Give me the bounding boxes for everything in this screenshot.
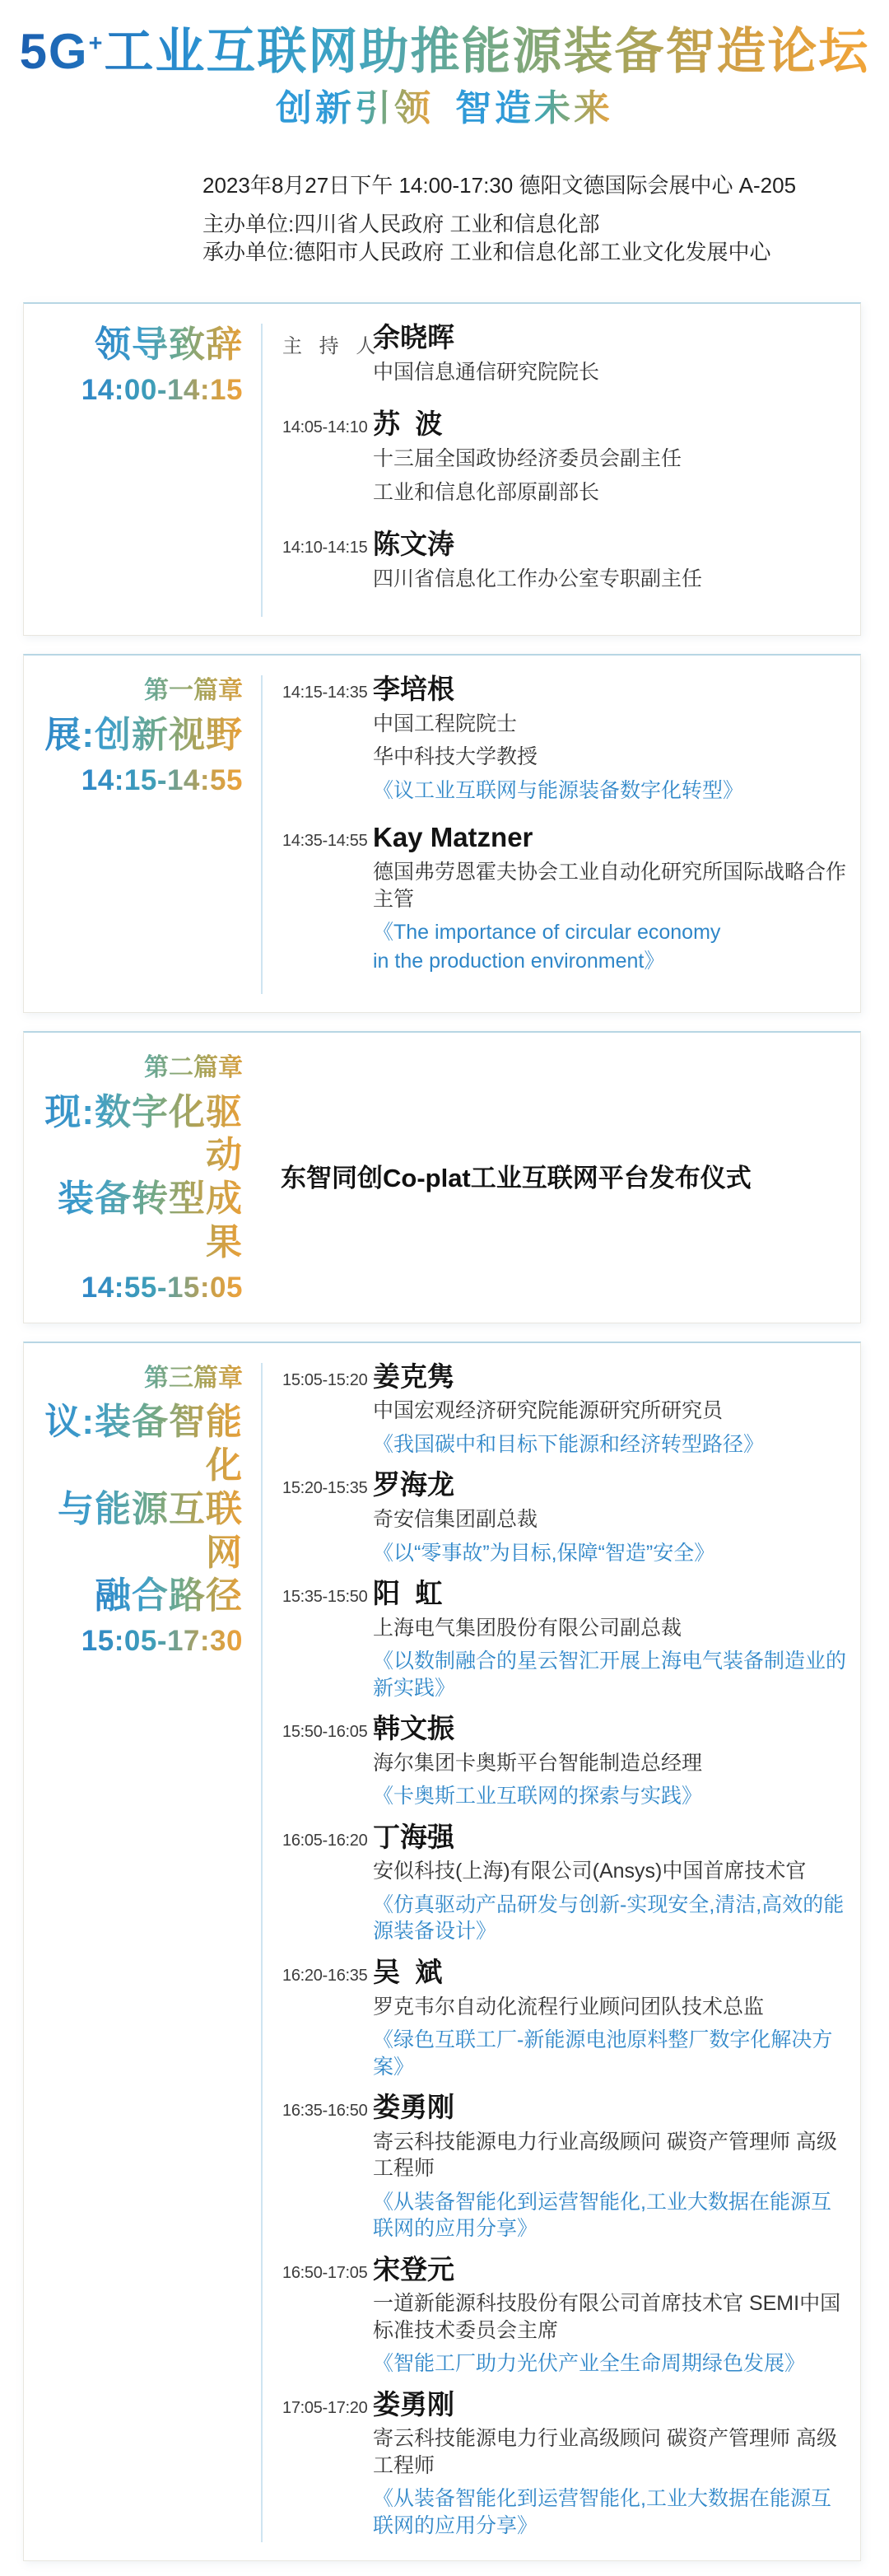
title-prefix: 5G [19, 24, 89, 79]
speaker-name: 苏 波 [373, 408, 443, 440]
section-heading-column [24, 1052, 261, 1304]
agenda-item [282, 1823, 847, 1945]
speaker-affiliation: 中国工程院院士 [373, 712, 518, 735]
section-content-column [261, 1052, 847, 1304]
section-title-line1: 议:装备智能化 [24, 1401, 243, 1488]
section-content-column [261, 324, 847, 617]
agenda-item [282, 2388, 847, 2540]
section-time: 14:15-14:55 [81, 763, 243, 796]
platform-launch-ceremony-title: 东智同创Co-plat工业互联网平台发布仪式 [281, 1163, 752, 1192]
speaker-name: 李培根 [373, 674, 454, 705]
event-datetime-venue: 2023年8月27日下午 14:00-17:30 德阳文德国际会展中心 A-205 [202, 173, 797, 198]
speaker-affiliation: 安似科技(上海)有限公司(Ansys)中国首席技术官 [373, 1860, 807, 1883]
page-subtitle [0, 89, 889, 128]
item-time: 17:05-17:20 [282, 2398, 368, 2417]
section-content-column [261, 1360, 847, 2543]
talk-title: 《以数制融合的星云智汇开展上海电气装备制造业的新实践》 [373, 1650, 847, 1700]
speaker-affiliation: 海尔集团卡奥斯平台智能制造总经理 [373, 1751, 703, 1775]
agenda-item [282, 410, 847, 506]
speaker-name: 罗海龙 [373, 1469, 454, 1500]
section-heading-column [24, 324, 261, 617]
agenda-item [282, 530, 847, 592]
speaker-name: 娄勇刚 [373, 2092, 454, 2123]
speaker-name: 阳 虹 [373, 1578, 443, 1608]
agenda-item [282, 1580, 847, 1701]
speaker-affiliation: 华中科技大学教授 [373, 745, 538, 769]
item-time: 16:05-16:20 [282, 1831, 368, 1850]
item-time: 15:20-15:35 [282, 1479, 368, 1498]
agenda-item [282, 1360, 847, 1458]
item-time: 15:05-15:20 [282, 1370, 368, 1389]
item-time: 15:35-15:50 [282, 1588, 368, 1606]
section-card-chapter-3 [23, 1342, 861, 2562]
talk-title: 《The importance of circular economy [373, 921, 721, 945]
section-title-line3: 融合路径 [95, 1575, 243, 1618]
talk-title: 《从装备智能化到运营智能化,工业大数据在能源互联网的应用分享》 [373, 2190, 831, 2241]
event-host-line: 主办单位:四川省人民政府 工业和信息化部 [202, 211, 600, 236]
event-organizer-line: 承办单位:德阳市人民政府 工业和信息化部工业文化发展中心 [202, 240, 771, 265]
talk-title-line2: in the production environment》 [373, 949, 665, 973]
section-time: 15:05-17:30 [81, 1625, 243, 1658]
speaker-name: 陈文涛 [373, 529, 454, 560]
item-time: 15:50-16:05 [282, 1723, 368, 1742]
talk-title: 《议工业互联网与能源装备数字化转型》 [373, 778, 744, 802]
section-card-opening-remarks [23, 302, 861, 636]
item-time: 14:35-14:55 [282, 832, 368, 851]
agenda-item [282, 2253, 847, 2378]
speaker-affiliation: 德国弗劳恩霍夫协会工业自动化研究所国际战略合作主管 [373, 861, 847, 911]
item-time: 14:15-14:35 [282, 684, 368, 702]
item-time: 14:10-14:15 [282, 539, 368, 558]
speaker-affiliation: 寄云科技能源电力行业高级顾问 碳资产管理师 高级工程师 [373, 2130, 837, 2181]
section-title: 展:创新视野 [44, 714, 243, 758]
subtitle-right: 智造未来 [455, 88, 613, 128]
host-label: 主 持 人 [282, 335, 382, 358]
agenda-item [282, 1958, 847, 2080]
speaker-name: 丁海强 [373, 1821, 454, 1852]
talk-title: 《我国碳中和目标下能源和经济转型路径》 [373, 1432, 765, 1456]
agenda-item [282, 1471, 847, 1566]
talk-title: 《绿色互联工厂-新能源电池原料整厂数字化解决方案》 [373, 2028, 833, 2079]
section-heading-column [24, 675, 261, 994]
title-superscript-plus: + [88, 30, 105, 57]
speaker-affiliation: 工业和信息化部原副部长 [373, 480, 600, 504]
talk-title: 《以“零事故”为目标,保障“智造”安全》 [373, 1541, 715, 1565]
chapter-label: 第一篇章 [144, 677, 243, 705]
section-title-line2: 装备转型成果 [24, 1178, 243, 1265]
section-card-chapter-2 [23, 1031, 861, 1323]
section-time: 14:00-14:15 [81, 374, 243, 407]
section-heading-column [24, 1363, 261, 2543]
agenda-item [282, 324, 847, 385]
speaker-name: 韩文振 [373, 1713, 454, 1744]
poster-header [0, 0, 889, 266]
speaker-affiliation: 一道新能源科技股份有限公司首席技术官 SEMI中国标准技术委员会主席 [373, 2292, 841, 2342]
speaker-affiliation: 上海电气集团股份有限公司副总裁 [373, 1616, 682, 1640]
agenda-item [282, 824, 847, 974]
section-time: 14:55-15:05 [81, 1271, 243, 1304]
speaker-name: 娄勇刚 [373, 2388, 454, 2420]
item-time: 14:05-14:10 [282, 418, 368, 437]
speaker-affiliation: 奇安信集团副总裁 [373, 1508, 538, 1531]
subtitle-left: 创新引领 [276, 88, 434, 128]
speaker-affiliation: 十三届全国政协经济委员会副主任 [373, 447, 682, 471]
section-title: 领导致辞 [95, 324, 243, 367]
speaker-affiliation: 中国宏观经济研究院能源研究所研究员 [373, 1399, 724, 1423]
item-time: 16:50-17:05 [282, 2263, 368, 2282]
speaker-name: Kay Matzner [373, 822, 533, 853]
speaker-name: 宋登元 [373, 2253, 454, 2284]
agenda-item [282, 675, 847, 804]
speaker-affiliation: 中国信息通信研究院院长 [373, 360, 600, 384]
speaker-name: 吴 斌 [373, 1956, 443, 1987]
page-title [20, 25, 870, 79]
item-time: 16:20-16:35 [282, 1966, 368, 1985]
speaker-name: 余晓晖 [373, 322, 454, 353]
speaker-affiliation: 寄云科技能源电力行业高级顾问 碳资产管理师 高级工程师 [373, 2427, 837, 2477]
chapter-label: 第二篇章 [144, 1054, 243, 1082]
section-content-column [261, 675, 847, 994]
speaker-name: 姜克隽 [373, 1360, 454, 1392]
speaker-affiliation: 四川省信息化工作办公室专职副主任 [373, 567, 703, 590]
agenda-item [282, 1715, 847, 1810]
chapter-label: 第三篇章 [144, 1364, 243, 1392]
talk-title: 《仿真驱动产品研发与创新-实现安全,清洁,高效的能源装备设计》 [373, 1892, 845, 1944]
agenda-item [282, 2093, 847, 2242]
item-time: 16:35-16:50 [282, 2102, 368, 2121]
title-main: 工业互联网助推能源装备智造论坛 [104, 24, 870, 79]
talk-title: 《从装备智能化到运营智能化,工业大数据在能源互联网的应用分享》 [373, 2487, 831, 2537]
talk-title: 《卡奥斯工业互联网的探索与实践》 [373, 1785, 703, 1808]
speaker-affiliation: 罗克韦尔自动化流程行业顾问团队技术总监 [373, 1995, 765, 2018]
talk-title: 《智能工厂助力光伏产业全生命周期绿色发展》 [373, 2352, 806, 2376]
section-title-line1: 现:数字化驱动 [24, 1091, 243, 1178]
section-card-chapter-1 [23, 654, 861, 1013]
section-title-line2: 与能源互联网 [24, 1488, 243, 1575]
event-info-block [202, 171, 889, 266]
